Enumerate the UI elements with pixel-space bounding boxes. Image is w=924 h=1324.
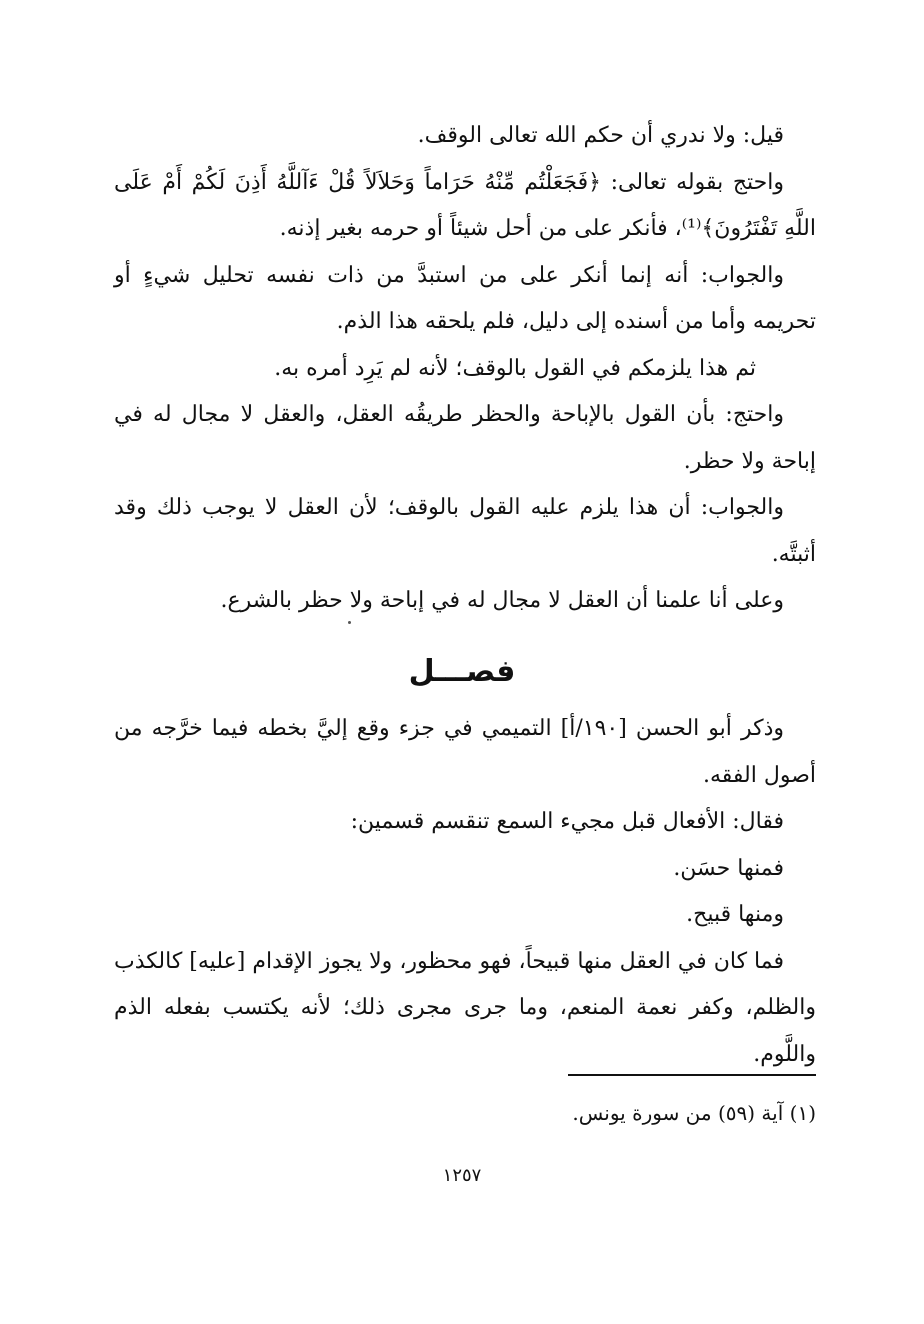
ink-dot [348,621,351,624]
section-heading: فصـــل [408,654,516,689]
paragraph: والجواب: أنه إنما أنكر على من استبدَّ من ذات نفسه تحليل شيءٍ أو تحريمه وأما من أسنده إلى دليل، فلم يلحقه هذا الذم. [114,262,816,334]
footnote-divider [568,1074,816,1076]
paragraph: قيل: ولا ندري أن حكم الله تعالى الوقف. [417,123,784,148]
paragraph: وذكر أبو الحسن [١٩٠/أ] التميمي في جزء وقع إليَّ بخطه فيما خرَّجه من أصول الفقه. [114,716,816,788]
lower-text-block [114,706,816,1078]
paragraph: فما كان في العقل منها قبيحاً، فهو محظور، ولا يجوز الإقدام [عليه] كالكذب والظلم، وكفر نعمة المنعم، وما جرى مجرى ذلك؛ لأنه يكتسب بفعله الذم واللَّوم. [114,948,816,1067]
paragraph: ومنها قبيح. [686,902,784,927]
paragraph: فقال: الأفعال قبل مجيء السمع تنقسم قسمين: [350,809,784,834]
paragraph: واحتج بقوله تعالى: ﴿فَجَعَلْتُم مِّنْهُ حَرَاماً وَحَلاَلاً قُلْ ءَآللَّهُ أَذِنَ لَكُمْ أَمْ عَلَى اللَّهِ تَفْتَرُونَ﴾⁽¹⁾، فأنكر على من أحل شيئاً أو حرمه بغير إذنه. [114,169,816,241]
paragraph: فمنها حسَن. [673,855,784,881]
paragraph: ثم هذا يلزمكم في القول بالوقف؛ لأنه لم يَرِد أمره به. [274,355,756,381]
upper-text-block [114,113,816,625]
paragraph: وعلى أنا علمنا أن العقل لا مجال له في إباحة ولا حظر بالشرع. [220,588,784,613]
paragraph: واحتج: بأن القول بالإباحة والحظر طريقُه العقل، والعقل لا مجال له في إباحة ولا حظر. [114,402,816,474]
footnote: (١) آية (٥٩) من سورة يونس. [572,1101,816,1125]
paragraph: والجواب: أن هذا يلزم عليه القول بالوقف؛ لأن العقل لا يوجب ذلك وقد أثبتَّه. [114,495,816,567]
page-number: ١٢٥٧ [442,1165,482,1186]
